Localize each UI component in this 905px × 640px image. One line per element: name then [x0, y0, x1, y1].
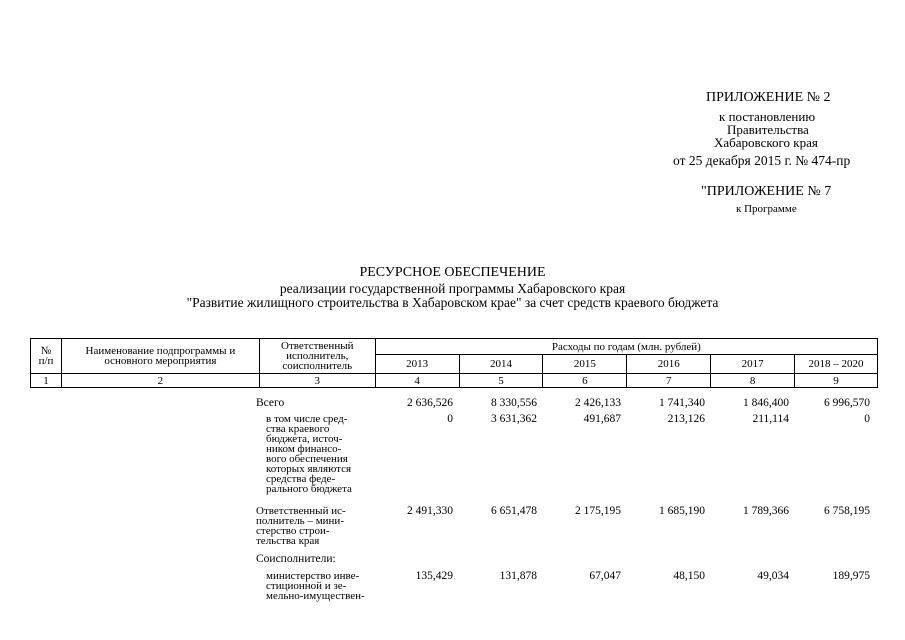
resources-table-header: [30, 338, 878, 388]
col-header-responsible: Ответственный исполнитель, соисполнитель: [259, 339, 375, 374]
document-subtitle-2: "Развитие жилищного строительства в Хабаровском крае" за счет средств краевого бюджета: [186, 295, 719, 310]
value-cell: 189,975: [832, 570, 870, 582]
value-cell: 0: [864, 413, 870, 425]
value-cell: 6 758,195: [824, 505, 870, 517]
document-subtitle-1: реализации государственной программы Хабаровского края: [279, 281, 626, 296]
year-header: 2016: [627, 355, 711, 374]
column-index: 6: [543, 374, 627, 388]
value-cell: 3 631,362: [491, 413, 537, 425]
column-index: 8: [711, 374, 795, 388]
value-cell: 1 789,366: [743, 505, 789, 517]
resolution-line-2: Правительства: [727, 122, 809, 137]
value-cell: 6 996,570: [824, 397, 870, 409]
col-header-expenses: Расходы по годам (млн. рублей): [375, 339, 877, 355]
appendix-2-label: ПРИЛОЖЕНИЕ № 2: [706, 90, 831, 105]
col-header-name: Наименование подпрограммы и основного мероприятия: [61, 339, 259, 374]
value-cell: 2 491,330: [407, 505, 453, 517]
to-program-label: к Программе: [736, 203, 797, 215]
value-cell: 49,034: [757, 570, 789, 582]
row-label: Соисполнители:: [256, 553, 336, 565]
value-cell: 1 685,190: [659, 505, 705, 517]
column-index: 5: [459, 374, 543, 388]
column-index: 2: [61, 374, 259, 388]
column-index: 1: [31, 374, 62, 388]
value-cell: 48,150: [673, 570, 705, 582]
value-cell: 213,126: [667, 413, 705, 425]
value-cell: 2 175,195: [575, 505, 621, 517]
column-index: 3: [259, 374, 375, 388]
year-header: 2017: [711, 355, 795, 374]
col-header-number: № п/п: [31, 339, 62, 374]
column-index: 4: [375, 374, 459, 388]
appendix-7-label: "ПРИЛОЖЕНИЕ № 7: [701, 184, 832, 199]
value-cell: 1 846,400: [743, 397, 789, 409]
value-cell: 135,429: [415, 570, 453, 582]
value-cell: 1 741,340: [659, 397, 705, 409]
resolution-line-3: Хабаровского края: [714, 135, 818, 150]
year-header: 2014: [459, 355, 543, 374]
value-cell: 491,687: [583, 413, 621, 425]
value-cell: 2 636,526: [407, 397, 453, 409]
year-header: 2018 – 2020: [795, 355, 878, 374]
row-label: Всего: [256, 397, 285, 409]
row-label: в том числе сред- ства краевого бюджета, источ- ником финансо- вого обеспечения которых являются средства феде- рального бюджета: [266, 413, 352, 495]
resolution-line-1: к постановлению: [719, 109, 816, 124]
value-cell: 67,047: [589, 570, 621, 582]
resolution-date: от 25 декабря 2015 г. № 474-пр: [673, 153, 851, 168]
value-cell: 211,114: [752, 413, 789, 425]
value-cell: 6 651,478: [491, 505, 537, 517]
value-cell: 8 330,556: [491, 397, 537, 409]
year-header: 2015: [543, 355, 627, 374]
row-label: министерство инве- стиционной и зе- мельно-имуществен-: [266, 570, 365, 602]
column-index: 9: [795, 374, 878, 388]
column-index: 7: [627, 374, 711, 388]
value-cell: 2 426,133: [575, 397, 621, 409]
row-label: Ответственный ис- полнитель – мини- стерство строи- тельства края: [256, 505, 346, 547]
year-header: 2013: [375, 355, 459, 374]
value-cell: 0: [447, 413, 453, 425]
document-title: РЕСУРСНОЕ ОБЕСПЕЧЕНИЕ: [359, 265, 546, 280]
value-cell: 131,878: [499, 570, 537, 582]
